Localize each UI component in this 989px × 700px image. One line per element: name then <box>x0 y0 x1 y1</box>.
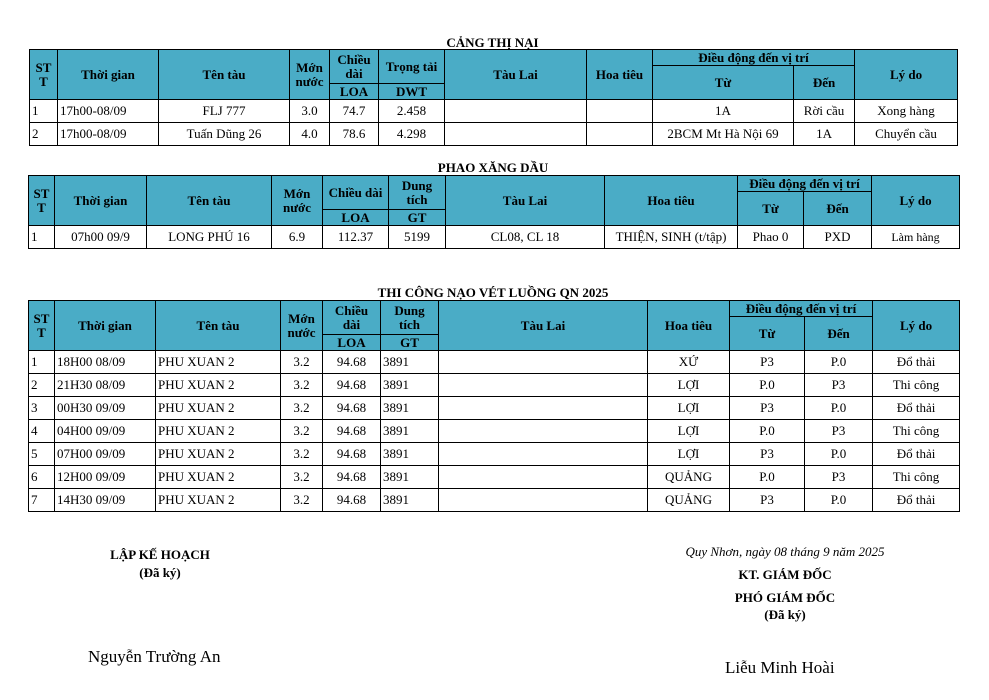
col-length: Chiều dài <box>323 301 381 335</box>
col-tug: Tàu Lai <box>445 50 587 100</box>
col-to: Đến <box>804 192 872 226</box>
cell-gt: 3891 <box>381 374 439 397</box>
cell-draft: 3.0 <box>290 100 330 123</box>
cell-stt: 1 <box>30 100 58 123</box>
col-dwt: DWT <box>379 84 445 100</box>
director-block <box>640 544 930 623</box>
cell-from: P3 <box>730 443 805 466</box>
cell-pilot: LỢI <box>648 397 730 420</box>
col-stt: STT <box>30 50 58 100</box>
cell-from: Phao 0 <box>738 226 804 249</box>
cell-from: 2BCM Mt Hà Nội 69 <box>653 123 794 146</box>
cell-loa: 112.37 <box>323 226 389 249</box>
col-volume: Dung tích <box>381 301 439 335</box>
cell-gt: 3891 <box>381 489 439 512</box>
table-row <box>29 374 960 397</box>
cell-draft: 3.2 <box>281 443 323 466</box>
cell-pilot: QUẢNG <box>648 489 730 512</box>
cell-time: 07H00 09/09 <box>55 443 156 466</box>
cell-stt: 6 <box>29 466 55 489</box>
cell-gt: 3891 <box>381 466 439 489</box>
cell-time: 17h00-08/09 <box>58 123 159 146</box>
cell-ship: Tuấn Dũng 26 <box>159 123 290 146</box>
cell-stt: 5 <box>29 443 55 466</box>
cell-gt: 3891 <box>381 351 439 374</box>
cell-time: 12H00 09/09 <box>55 466 156 489</box>
cell-tug <box>439 489 648 512</box>
schedule-table-nao-vet <box>28 300 960 512</box>
col-from: Từ <box>738 192 804 226</box>
table-row <box>29 443 960 466</box>
col-ship: Tên tàu <box>156 301 281 351</box>
col-reason: Lý do <box>855 50 958 100</box>
cell-ship: LONG PHÚ 16 <box>147 226 272 249</box>
col-draft: Mớn nước <box>290 50 330 100</box>
col-ship: Tên tàu <box>147 176 272 226</box>
cell-pilot: LỢI <box>648 420 730 443</box>
cell-to: P.0 <box>805 443 873 466</box>
cell-tug <box>445 123 587 146</box>
cell-tug <box>439 351 648 374</box>
col-from: Từ <box>653 66 794 100</box>
col-move: Điều động đến vị trí <box>738 176 872 192</box>
cell-draft: 3.2 <box>281 397 323 420</box>
cell-pilot: LỢI <box>648 443 730 466</box>
cell-gt: 3891 <box>381 397 439 420</box>
cell-dwt: 4.298 <box>379 123 445 146</box>
cell-to: Rời cầu <box>794 100 855 123</box>
cell-loa: 94.68 <box>323 443 381 466</box>
cell-to: P.0 <box>805 351 873 374</box>
cell-from: P3 <box>730 351 805 374</box>
col-pilot: Hoa tiêu <box>648 301 730 351</box>
section-title-nao-vet: THI CÔNG NẠO VÉT LUỒNG QN 2025 <box>377 285 609 300</box>
cell-tug <box>439 397 648 420</box>
col-pilot: Hoa tiêu <box>587 50 653 100</box>
cell-pilot: QUẢNG <box>648 466 730 489</box>
cell-from: 1A <box>653 100 794 123</box>
cell-from: P.0 <box>730 420 805 443</box>
cell-time: 18H00 08/09 <box>55 351 156 374</box>
col-move: Điều động đến vị trí <box>653 50 855 66</box>
cell-stt: 3 <box>29 397 55 420</box>
cell-ship: PHU XUAN 2 <box>156 466 281 489</box>
col-from: Từ <box>730 317 805 351</box>
col-length: Chiều dài <box>330 50 379 84</box>
col-stt: STT <box>29 176 55 226</box>
col-time: Thời gian <box>58 50 159 100</box>
cell-reason: Làm hàng <box>872 226 960 249</box>
cell-stt: 1 <box>29 226 55 249</box>
col-time: Thời gian <box>55 176 147 226</box>
col-to: Đến <box>805 317 873 351</box>
cell-time: 17h00-08/09 <box>58 100 159 123</box>
section-title-phao-xang-dau: PHAO XĂNG DẦU <box>437 160 549 175</box>
col-reason: Lý do <box>872 176 960 226</box>
cell-draft: 3.2 <box>281 351 323 374</box>
table-row <box>29 351 960 374</box>
col-loa: LOA <box>323 210 389 226</box>
cell-ship: PHU XUAN 2 <box>156 351 281 374</box>
table-row <box>29 420 960 443</box>
schedule-table-thi-nai <box>29 49 958 146</box>
col-length: Chiều dài <box>323 176 389 210</box>
cell-from: P.0 <box>730 374 805 397</box>
cell-from: P3 <box>730 489 805 512</box>
col-draft: Mớn nước <box>281 301 323 351</box>
cell-pilot: THIỆN, SINH (t/tập) <box>605 226 738 249</box>
cell-to: 1A <box>794 123 855 146</box>
col-draft: Mớn nước <box>272 176 323 226</box>
cell-loa: 74.7 <box>330 100 379 123</box>
cell-to: P3 <box>805 466 873 489</box>
cell-loa: 94.68 <box>323 374 381 397</box>
cell-from: P.0 <box>730 466 805 489</box>
table-row <box>29 466 960 489</box>
cell-stt: 7 <box>29 489 55 512</box>
cell-pilot <box>587 100 653 123</box>
cell-loa: 94.68 <box>323 420 381 443</box>
cell-reason: Đổ thải <box>873 351 960 374</box>
cell-stt: 2 <box>30 123 58 146</box>
col-move: Điều động đến vị trí <box>730 301 873 317</box>
planner-name: Nguyễn Trường An <box>88 647 221 666</box>
col-reason: Lý do <box>873 301 960 351</box>
cell-reason: Đổ thải <box>873 397 960 420</box>
col-tug: Tàu Lai <box>439 301 648 351</box>
cell-dwt: 2.458 <box>379 100 445 123</box>
col-loa: LOA <box>323 335 381 351</box>
col-loa: LOA <box>330 84 379 100</box>
cell-reason: Thi công <box>873 420 960 443</box>
cell-stt: 4 <box>29 420 55 443</box>
cell-ship: PHU XUAN 2 <box>156 420 281 443</box>
cell-reason: Thi công <box>873 466 960 489</box>
cell-loa: 94.68 <box>323 397 381 420</box>
col-stt: STT <box>29 301 55 351</box>
cell-reason: Đổ thải <box>873 443 960 466</box>
cell-draft: 6.9 <box>272 226 323 249</box>
cell-tug <box>439 420 648 443</box>
col-volume: Dung tích <box>389 176 446 210</box>
col-capacity: Trọng tải <box>379 50 445 84</box>
cell-reason: Đổ thải <box>873 489 960 512</box>
cell-from: P3 <box>730 397 805 420</box>
cell-draft: 3.2 <box>281 374 323 397</box>
cell-tug <box>445 100 587 123</box>
cell-draft: 4.0 <box>290 123 330 146</box>
director-title-2: PHÓ GIÁM ĐỐC <box>734 590 836 605</box>
planner-signed: (Đã ký) <box>139 565 181 580</box>
cell-gt: 5199 <box>389 226 446 249</box>
cell-pilot <box>587 123 653 146</box>
cell-to: P3 <box>805 374 873 397</box>
col-ship: Tên tàu <box>159 50 290 100</box>
cell-reason: Xong hàng <box>855 100 958 123</box>
cell-tug <box>439 466 648 489</box>
cell-loa: 94.68 <box>323 466 381 489</box>
cell-tug <box>439 443 648 466</box>
cell-time: 21H30 08/09 <box>55 374 156 397</box>
cell-reason: Thi công <box>873 374 960 397</box>
planner-block <box>90 547 230 581</box>
planner-title: LẬP KẾ HOẠCH <box>110 547 210 562</box>
col-gt: GT <box>389 210 446 226</box>
director-title-1: KT. GIÁM ĐỐC <box>738 567 832 582</box>
cell-pilot: XỨ <box>648 351 730 374</box>
cell-draft: 3.2 <box>281 489 323 512</box>
cell-to: PXD <box>804 226 872 249</box>
cell-gt: 3891 <box>381 420 439 443</box>
cell-tug <box>439 374 648 397</box>
table-row <box>29 397 960 420</box>
cell-ship: PHU XUAN 2 <box>156 397 281 420</box>
col-time: Thời gian <box>55 301 156 351</box>
cell-gt: 3891 <box>381 443 439 466</box>
table-row <box>30 123 958 146</box>
cell-loa: 94.68 <box>323 351 381 374</box>
cell-ship: PHU XUAN 2 <box>156 443 281 466</box>
col-pilot: Hoa tiêu <box>605 176 738 226</box>
cell-time: 07h00 09/9 <box>55 226 147 249</box>
schedule-table-phao-xang-dau <box>28 175 960 249</box>
cell-loa: 94.68 <box>323 489 381 512</box>
dredge-table-body <box>29 351 960 512</box>
cell-tug: CL08, CL 18 <box>446 226 605 249</box>
cell-to: P3 <box>805 420 873 443</box>
cell-ship: PHU XUAN 2 <box>156 374 281 397</box>
cell-draft: 3.2 <box>281 466 323 489</box>
cell-loa: 78.6 <box>330 123 379 146</box>
table-row <box>29 489 960 512</box>
table-row <box>29 226 960 249</box>
cell-stt: 2 <box>29 374 55 397</box>
col-to: Đến <box>794 66 855 100</box>
cell-pilot: LỢI <box>648 374 730 397</box>
cell-ship: PHU XUAN 2 <box>156 489 281 512</box>
section-title-thi-nai: CẢNG THỊ NẠI <box>446 35 539 50</box>
col-tug: Tàu Lai <box>446 176 605 226</box>
col-gt: GT <box>381 335 439 351</box>
cell-to: P.0 <box>805 397 873 420</box>
cell-to: P.0 <box>805 489 873 512</box>
date-line: Quy Nhơn, ngày 08 tháng 9 năm 2025 <box>685 544 885 559</box>
cell-time: 00H30 09/09 <box>55 397 156 420</box>
director-name: Liễu Minh Hoài <box>725 658 835 677</box>
cell-stt: 1 <box>29 351 55 374</box>
cell-time: 14H30 09/09 <box>55 489 156 512</box>
cell-time: 04H00 09/09 <box>55 420 156 443</box>
cell-reason: Chuyển cầu <box>855 123 958 146</box>
cell-draft: 3.2 <box>281 420 323 443</box>
cell-ship: FLJ 777 <box>159 100 290 123</box>
table-row <box>30 100 958 123</box>
director-signed: (Đã ký) <box>764 607 806 622</box>
